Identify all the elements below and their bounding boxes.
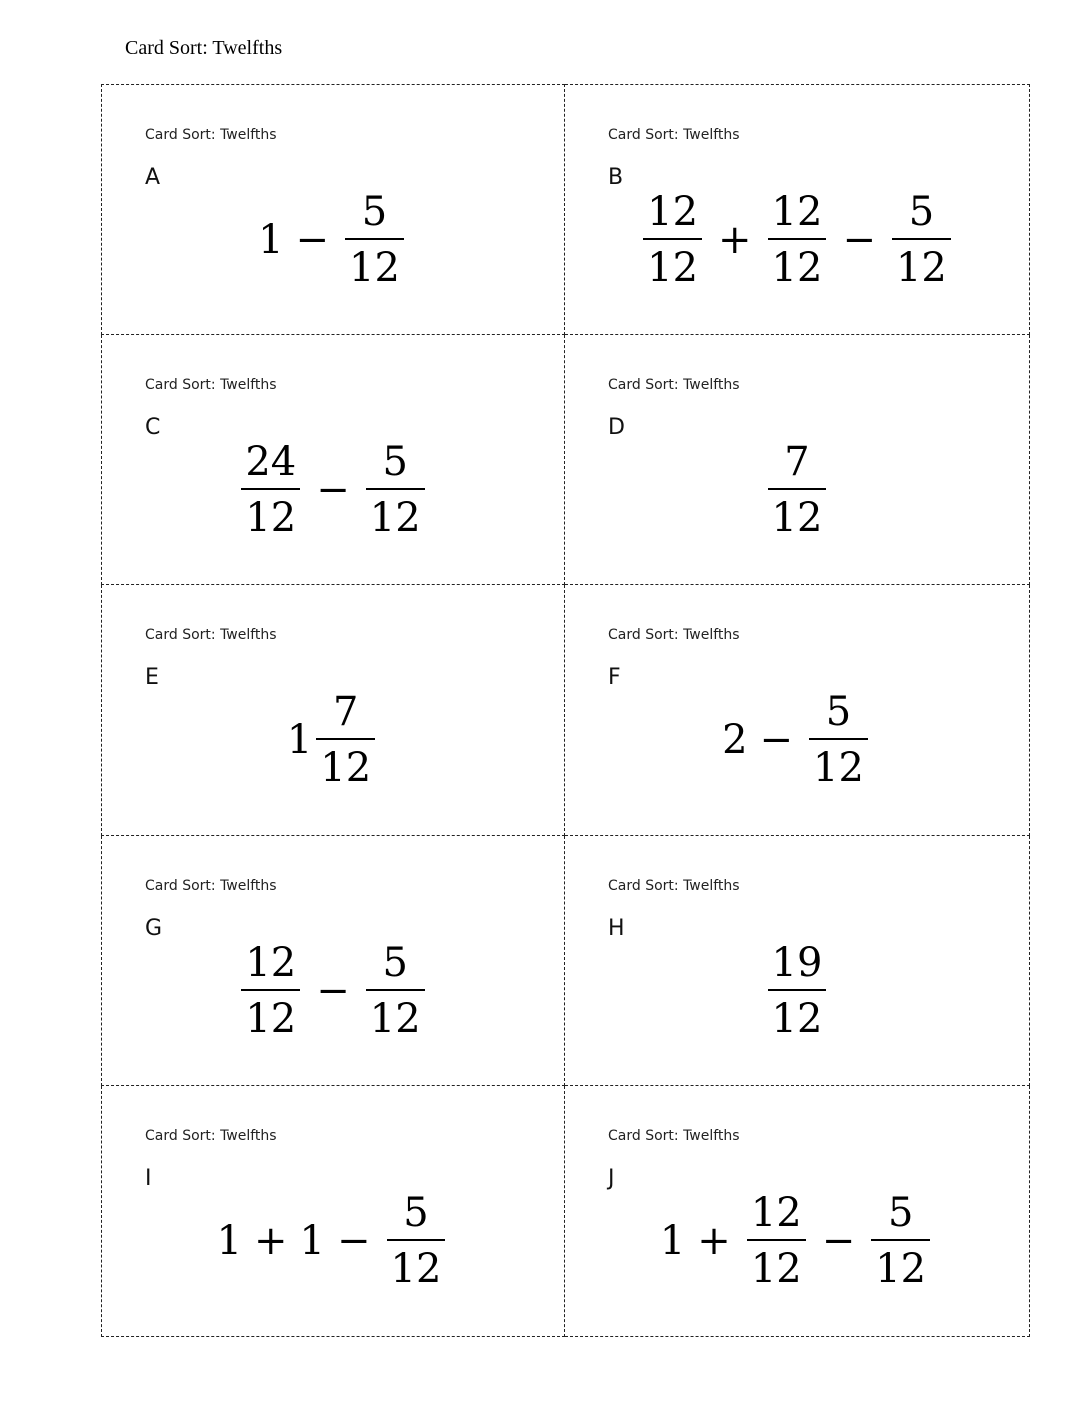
math-expression (565, 936, 1029, 1046)
fraction-bar (316, 738, 375, 740)
number: 1 (286, 717, 313, 764)
operator: − (337, 1218, 371, 1265)
fraction (892, 188, 951, 292)
number: 1 (299, 1218, 325, 1265)
denominator: 12 (647, 245, 699, 291)
operator: − (316, 967, 350, 1014)
card-g (101, 836, 565, 1087)
fraction-bar (366, 989, 425, 991)
fraction (871, 1189, 930, 1293)
math-expression (565, 435, 1029, 545)
fraction (768, 188, 827, 292)
card-header: Card Sort: Twelfths (608, 127, 740, 143)
operator: + (718, 217, 752, 263)
card-header: Card Sort: Twelfths (608, 877, 740, 894)
operator: + (254, 1218, 288, 1265)
denominator: 12 (320, 745, 372, 792)
fraction-bar (768, 238, 827, 240)
fraction (643, 188, 702, 292)
denominator: 12 (750, 1246, 802, 1293)
card-letter: B (608, 165, 624, 190)
denominator: 12 (895, 245, 947, 291)
fraction-bar (768, 989, 827, 991)
card-header: Card Sort: Twelfths (608, 376, 740, 393)
math-expression (102, 185, 564, 295)
card-header: Card Sort: Twelfths (608, 1128, 740, 1145)
fraction-bar (871, 1239, 930, 1241)
fraction-bar (387, 1239, 446, 1241)
number: 1 (216, 1218, 243, 1265)
denominator: 12 (245, 494, 297, 541)
number: 1 (659, 1218, 686, 1265)
card-header: Card Sort: Twelfths (145, 627, 277, 644)
fraction (241, 939, 300, 1043)
denominator: 12 (771, 245, 823, 291)
card-letter: G (145, 915, 163, 941)
operator: − (316, 466, 350, 513)
math-expression (102, 685, 564, 795)
numerator: 5 (908, 189, 935, 235)
operator: + (697, 1218, 731, 1265)
fraction (366, 939, 425, 1043)
card-header: Card Sort: Twelfths (145, 1128, 277, 1145)
card-letter: E (145, 665, 159, 691)
card-c (101, 335, 565, 586)
card-header: Card Sort: Twelfths (608, 627, 740, 644)
numerator: 5 (361, 189, 388, 235)
card-header: Card Sort: Twelfths (145, 376, 277, 393)
card-grid (101, 84, 1030, 1337)
numerator: 24 (245, 438, 297, 485)
card-a (101, 84, 565, 335)
fraction (345, 188, 404, 292)
math-expression (102, 1186, 564, 1296)
card-letter: D (608, 414, 625, 440)
numerator: 19 (771, 939, 823, 986)
card-letter: I (145, 1166, 152, 1192)
card-letter: F (608, 665, 621, 691)
operator: − (842, 217, 876, 263)
numerator: 12 (647, 189, 699, 235)
denominator: 12 (349, 245, 400, 291)
card-letter: A (145, 165, 161, 190)
fraction (747, 1189, 806, 1293)
numerator: 12 (750, 1190, 802, 1237)
fraction-bar (241, 488, 300, 490)
card-letter: J (608, 1166, 615, 1192)
card-e (101, 585, 565, 836)
numerator: 7 (332, 689, 359, 736)
math-expression (102, 936, 564, 1046)
math-expression (102, 435, 564, 545)
number: 2 (722, 717, 748, 764)
card-i (101, 1086, 565, 1337)
card-j (565, 1086, 1030, 1337)
card-letter: H (608, 915, 625, 941)
fraction (316, 688, 375, 792)
numerator: 5 (825, 689, 852, 736)
operator: − (759, 717, 794, 764)
fraction-bar (892, 238, 951, 240)
card-d (565, 335, 1030, 586)
fraction-bar (345, 238, 404, 240)
page-title: Card Sort: Twelfths (125, 37, 283, 59)
denominator: 12 (813, 745, 864, 792)
numerator: 7 (784, 438, 810, 485)
denominator: 12 (875, 1246, 927, 1293)
fraction-bar (241, 989, 300, 991)
card-header: Card Sort: Twelfths (145, 127, 277, 143)
fraction (241, 438, 300, 542)
numerator: 5 (887, 1190, 914, 1237)
card-header: Card Sort: Twelfths (145, 877, 277, 894)
denominator: 12 (369, 995, 421, 1042)
operator: − (821, 1218, 856, 1265)
math-expression (565, 185, 1029, 295)
numerator: 12 (771, 189, 823, 235)
card-h (565, 836, 1030, 1087)
fraction (768, 939, 827, 1043)
fraction-bar (768, 488, 827, 490)
operator: − (295, 217, 330, 263)
denominator: 12 (245, 995, 297, 1042)
card-letter: C (145, 414, 161, 440)
denominator: 12 (771, 494, 823, 541)
numerator: 5 (403, 1190, 429, 1237)
fraction-bar (643, 238, 702, 240)
card-f (565, 585, 1030, 836)
fraction (387, 1189, 446, 1293)
numerator: 5 (382, 939, 408, 986)
fraction (366, 438, 425, 542)
numerator: 12 (245, 939, 297, 986)
denominator: 12 (369, 494, 421, 541)
math-expression (565, 1186, 1029, 1296)
fraction (768, 438, 827, 542)
denominator: 12 (771, 995, 823, 1042)
fraction-bar (747, 1239, 806, 1241)
fraction (809, 688, 868, 792)
math-expression (565, 685, 1029, 795)
fraction-bar (366, 488, 425, 490)
numerator: 5 (382, 438, 408, 485)
denominator: 12 (390, 1246, 442, 1293)
card-b (565, 84, 1030, 335)
number: 1 (258, 217, 284, 263)
fraction-bar (809, 738, 868, 740)
